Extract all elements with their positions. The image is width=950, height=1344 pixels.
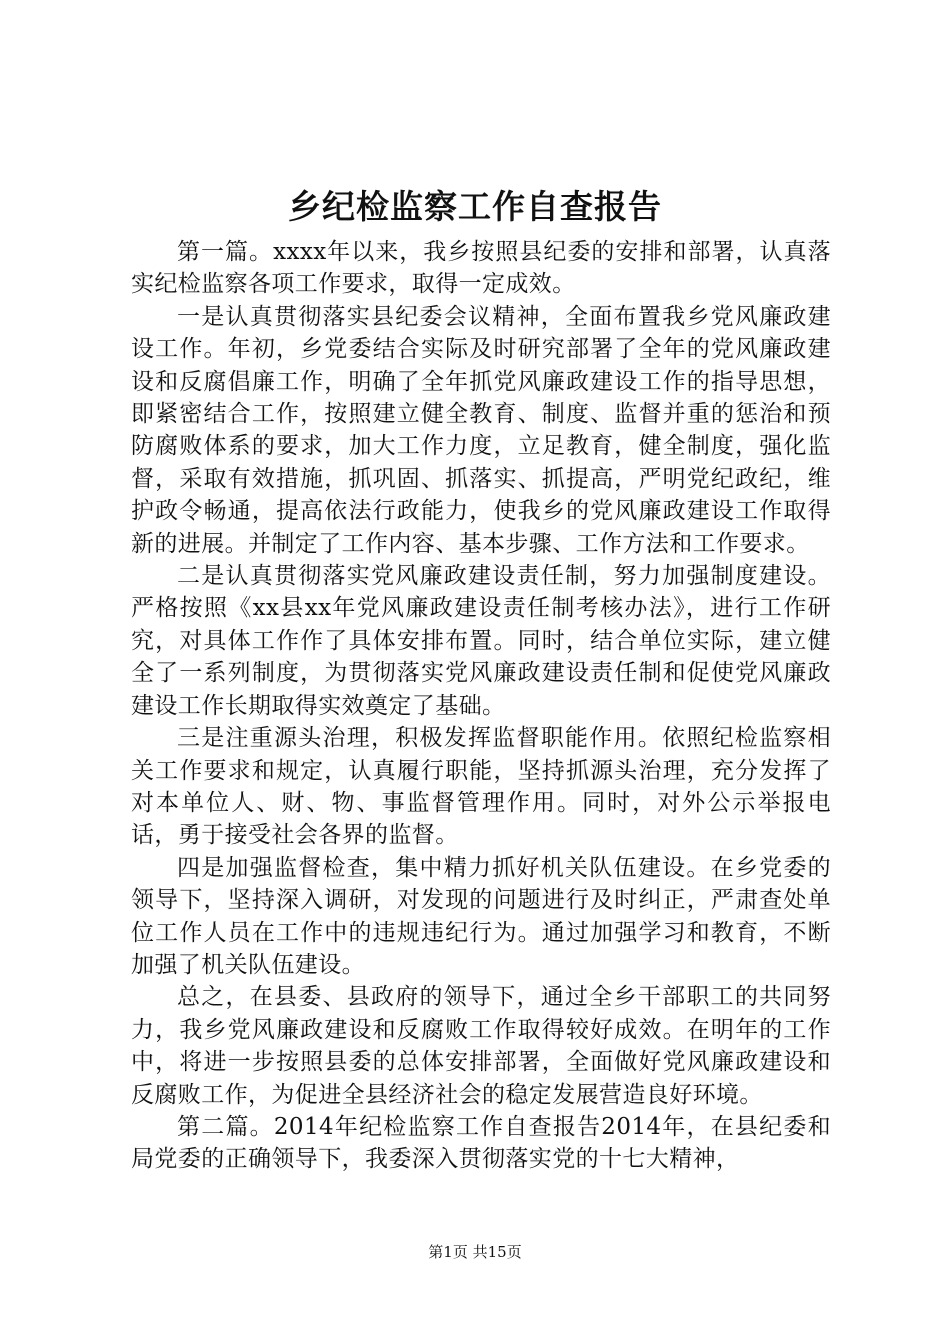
page-footer: 第1页 共15页 (428, 1243, 522, 1261)
paragraph-6: 总之，在县委、县政府的领导下，通过全乡干部职工的共同努力，我乡党风廉政建设和反腐败工作取得较好成效。在明年的工作中，将进一步按照县委的总体安排部署，全面做好党风廉政建设和反腐败工作，为促进全县经济社会的稳定发展营造良好环境。 (131, 984, 831, 1108)
paragraph-3: 二是认真贯彻落实党风廉政建设责任制，努力加强制度建设。严格按照《xx县xx年党风廉政建设责任制考核办法》，进行工作研究，对具体工作作了具体安排布置。同时，结合单位实际，建立健全了一系列制度，为贯彻落实党风廉政建设责任制和促使党风廉政建设工作长期取得实效奠定了基础。 (131, 563, 831, 719)
paragraph-4: 三是注重源头治理，积极发挥监督职能作用。依照纪检监察相关工作要求和规定，认真履行职能，坚持抓源头治理，充分发挥了对本单位人、财、物、事监督管理作用。同时，对外公示举报电话，勇于接受社会各界的监督。 (131, 725, 831, 849)
document-body (131, 236, 831, 1176)
paragraph-1: 第一篇。xxxx年以来，我乡按照县纪委的安排和部署，认真落实纪检监察各项工作要求，取得一定成效。 (131, 239, 831, 298)
paragraph-2: 一是认真贯彻落实县纪委会议精神，全面布置我乡党风廉政建设工作。年初，乡党委结合实际及时研究部署了全年的党风廉政建设和反腐倡廉工作，明确了全年抓党风廉政建设工作的指导思想，即紧密结合工作，按照建立健全教育、制度、监督并重的惩治和预防腐败体系的要求，加大工作力度，立足教育，健全制度，强化监督，采取有效措施，抓巩固、抓落实、抓提高，严明党纪政纪，维护政令畅通，提高依法行政能力，使我乡的党风廉政建设工作取得新的进展。并制定了工作内容、基本步骤、工作方法和工作要求。 (131, 303, 831, 557)
paragraph-5: 四是加强监督检查，集中精力抓好机关队伍建设。在乡党委的领导下，坚持深入调研，对发现的问题进行及时纠正，严肃查处单位工作人员在工作中的违规违纪行为。通过加强学习和教育，不断加强了机关队伍建设。 (131, 854, 831, 978)
paragraph-7: 第二篇。2014年纪检监察工作自查报告2014年，在县纪委和局党委的正确领导下，我委深入贯彻落实党的十七大精神， (131, 1113, 831, 1173)
document-title: 乡纪检监察工作自查报告 (288, 187, 662, 226)
